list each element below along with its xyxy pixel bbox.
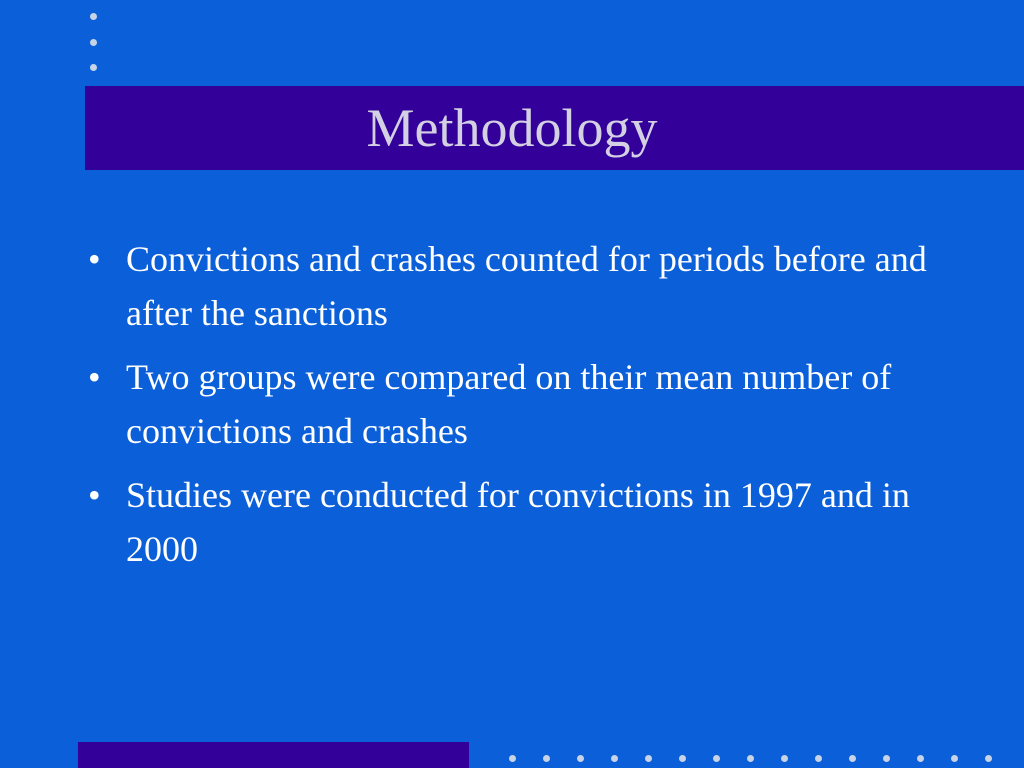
decor-dot-bottom-11	[849, 755, 856, 762]
slide-title: Methodology	[366, 98, 658, 158]
bullet-mark: •	[88, 357, 101, 397]
footer-bar	[78, 742, 469, 768]
bullet-list	[86, 232, 966, 586]
decor-dot-bottom-8	[747, 755, 754, 762]
decor-dot-bottom-12	[883, 755, 890, 762]
bullet-text: Studies were conducted for convictions in 1997 and in 2000	[126, 475, 910, 569]
decor-dot-bottom-3	[577, 755, 584, 762]
decor-dot-bottom-1	[509, 755, 516, 762]
decor-dot-bottom-14	[951, 755, 958, 762]
decor-dot-bottom-5	[645, 755, 652, 762]
decor-dot-bottom-15	[985, 755, 992, 762]
decor-dot-top-1	[90, 13, 97, 20]
decor-dot-top-2	[90, 39, 97, 46]
bullet-mark: •	[88, 239, 101, 279]
bullet-item-1	[86, 232, 966, 340]
bullet-text: Two groups were compared on their mean number of convictions and crashes	[126, 357, 892, 451]
decor-dot-bottom-7	[713, 755, 720, 762]
decor-dot-bottom-13	[917, 755, 924, 762]
decor-dot-bottom-2	[543, 755, 550, 762]
decor-dot-bottom-10	[815, 755, 822, 762]
bullet-item-2	[86, 350, 966, 458]
bullet-mark: •	[88, 475, 101, 515]
bullet-item-3	[86, 468, 966, 576]
decor-dot-bottom-4	[611, 755, 618, 762]
decor-dot-bottom-9	[781, 755, 788, 762]
decor-dot-top-3	[90, 64, 97, 71]
decor-dot-bottom-6	[679, 755, 686, 762]
bullet-text: Convictions and crashes counted for periods before and after the sanctions	[126, 239, 927, 333]
